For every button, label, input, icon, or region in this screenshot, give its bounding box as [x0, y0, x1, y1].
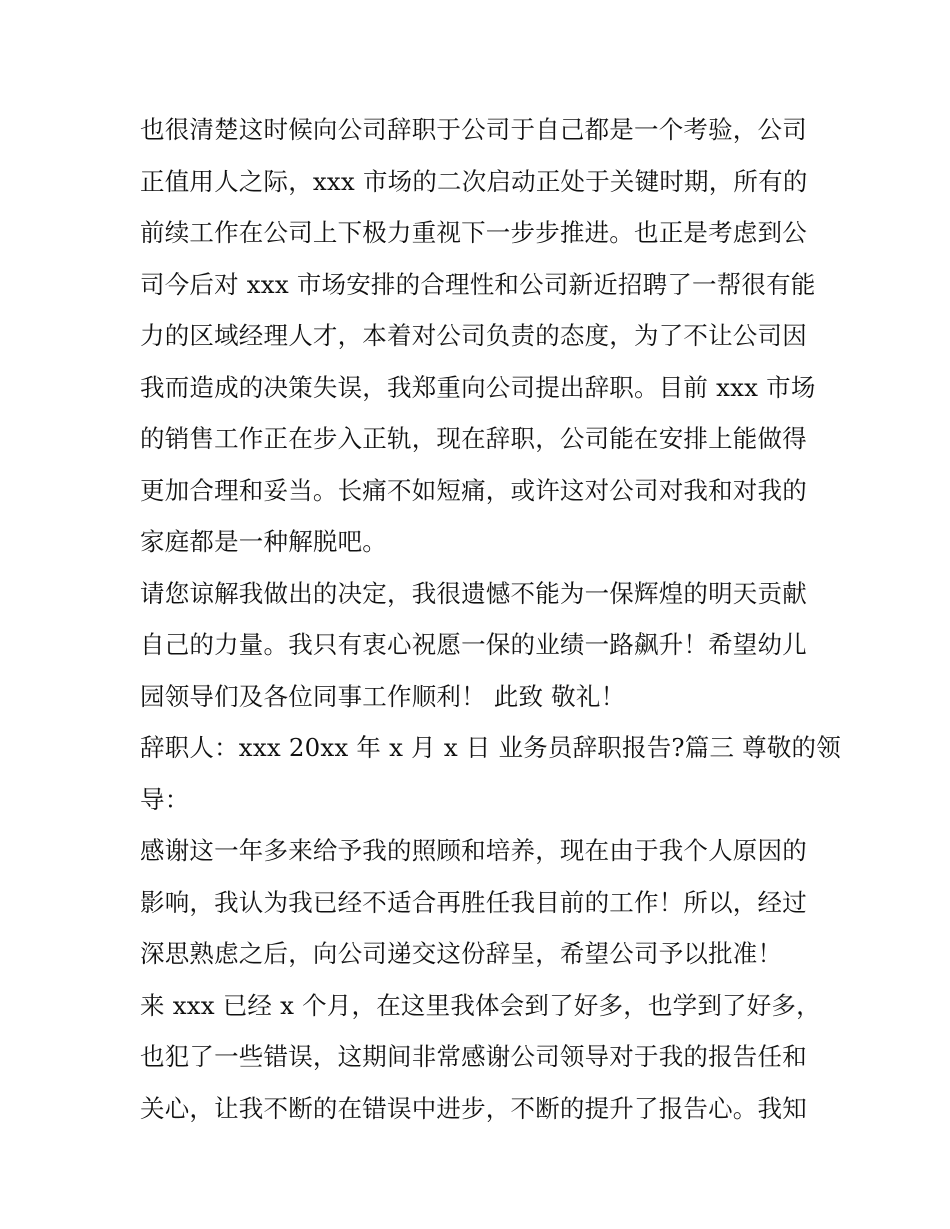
text-line: 也犯了一些错误，这期间非常感谢公司领导对于我的报告任和 [140, 1042, 807, 1071]
text-line: 深思熟虑之后，向公司递交这份辞呈，希望公司予以批准！ [140, 939, 783, 968]
text-line: 力的区域经理人才，本着对公司负责的态度，为了不让公司因 [140, 321, 807, 350]
text-line: 正值用人之际，xxx 市场的二次启动正处于关键时期，所有的 [140, 166, 808, 196]
text-line: 我而造成的决策失误，我郑重向公司提出辞职。目前 xxx 市场 [140, 372, 816, 402]
text-line: 关心，让我不断的在错误中进步，不断的提升了报告心。我知 [140, 1093, 807, 1123]
text-line: 也很清楚这时候向公司辞职于公司于自己都是一个考验，公司 [140, 115, 807, 144]
text-line: 园领导们及各位同事工作顺利！ 此致 敬礼！ [140, 681, 626, 711]
document-body [140, 104, 841, 1134]
text-line: 的销售工作正在步入正轨，现在辞职，公司能在安排上能做得 [140, 424, 807, 453]
text-line: 请您谅解我做出的决定，我很遗憾不能为一保辉煌的明天贡献 [140, 578, 807, 608]
text-line: 家庭都是一种解脱吧。 [140, 527, 387, 556]
text-line: 感谢这一年多来给予我的照顾和培养，现在由于我个人原因的 [140, 836, 807, 865]
text-line: 前续工作在公司上下极力重视下一步步推进。也正是考虑到公 [140, 218, 807, 247]
text-line: 更加合理和妥当。长痛不如短痛，或许这对公司对我和对我的 [140, 475, 807, 505]
text-line: 司今后对 xxx 市场安排的合理性和公司新近招聘了一帮很有能 [140, 269, 816, 299]
text-line: 导： [140, 784, 190, 814]
text-line: 自己的力量。我只有衷心祝愿一保的业绩一路飙升！希望幼儿 [140, 630, 807, 659]
text-line: 来 xxx 已经 x 个月，在这里我体会到了好多，也学到了好多， [140, 990, 821, 1020]
text-line: 辞职人：xxx 20xx 年 x 月 x 日 业务员辞职报告?篇三 尊敬的领 [140, 733, 841, 762]
text-line: 影响，我认为我已经不适合再胜任我目前的工作！所以，经过 [140, 887, 807, 917]
